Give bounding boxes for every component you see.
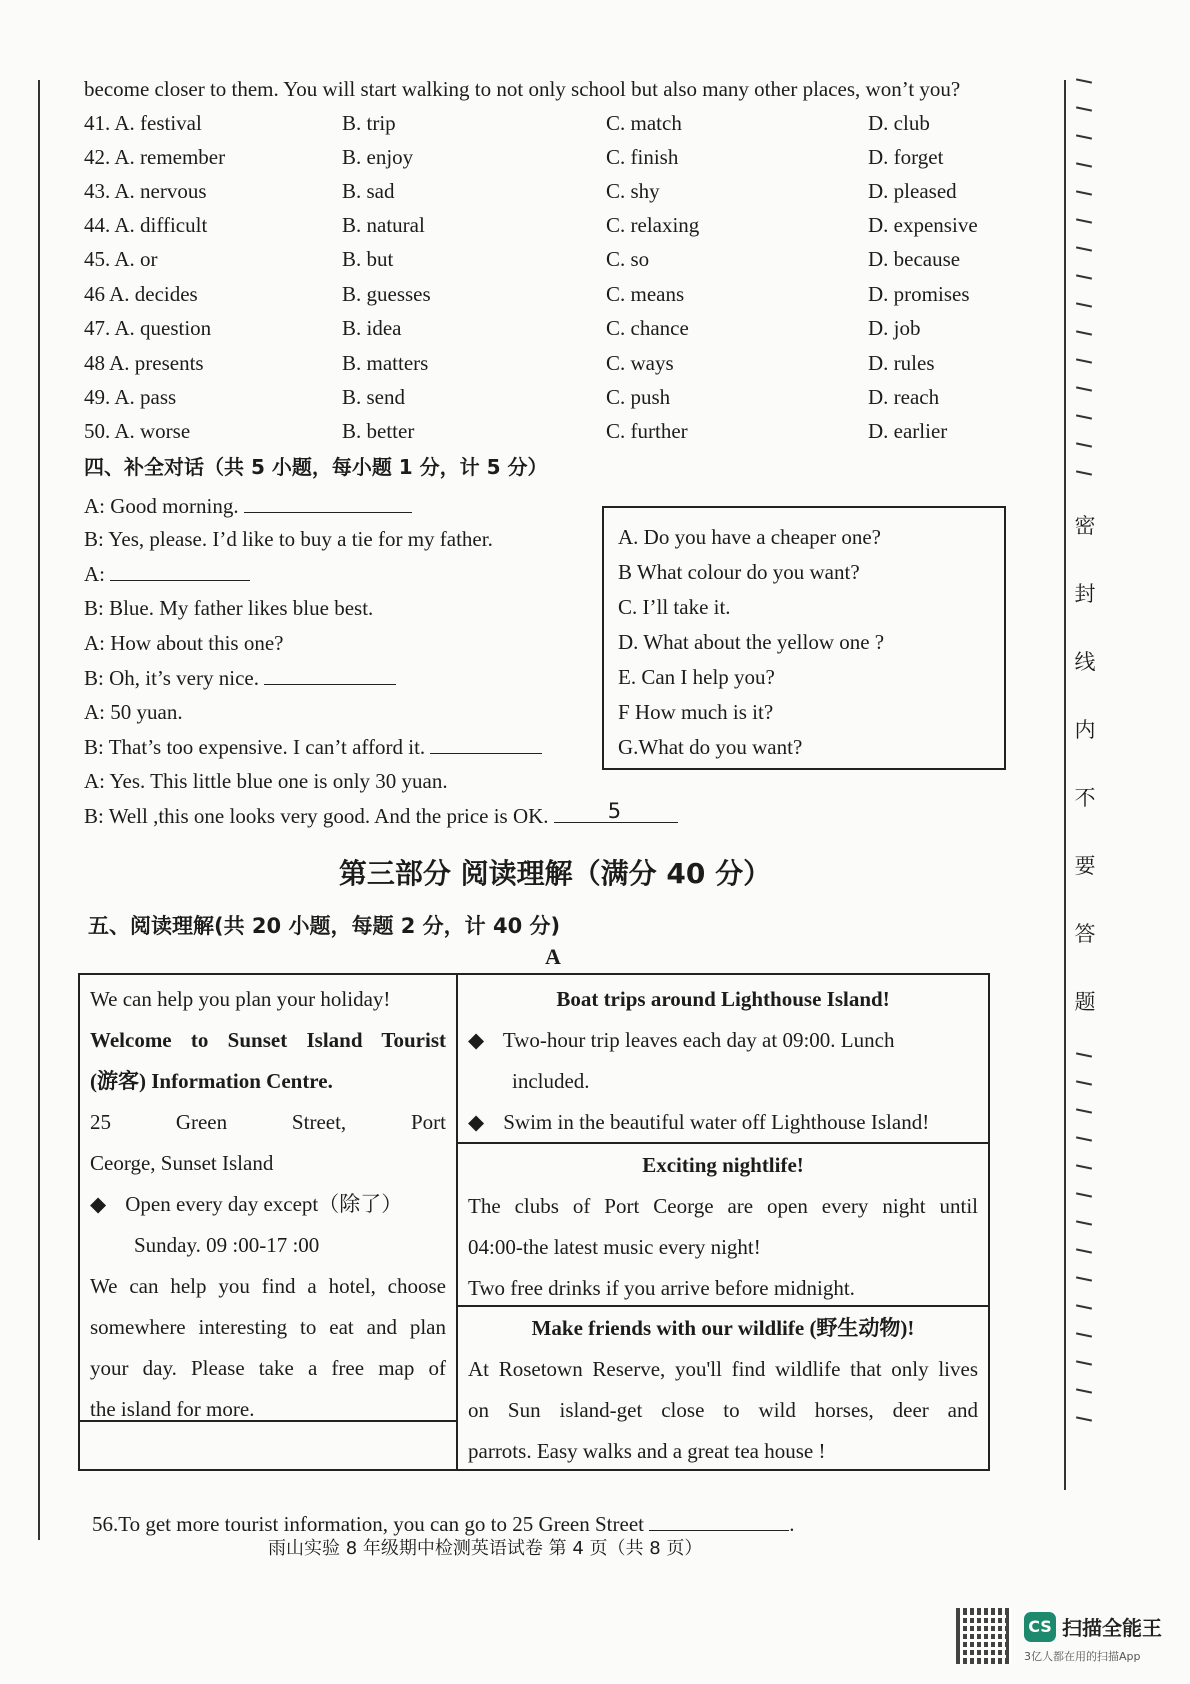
binding-line [1064, 80, 1066, 1490]
blank-1[interactable] [244, 492, 412, 513]
option-d: D. earlier [868, 419, 948, 443]
option-d: D. club [868, 111, 930, 135]
cloze-option-row [84, 176, 984, 210]
option-a: 44. A. difficult [84, 213, 208, 237]
blank-3[interactable] [264, 664, 396, 685]
binding-dash [1076, 190, 1092, 195]
option-a: 49. A. pass [84, 385, 177, 409]
left-line-10: your day. Please take a free map of [90, 1356, 446, 1380]
binding-dash [1076, 442, 1092, 447]
binding-dash [1076, 218, 1092, 223]
dialogue-line-7: A: 50 yuan. [84, 700, 183, 724]
wild-title: Make friends with our wildlife (野生动物)! [531, 1316, 915, 1340]
binding-dash [1076, 162, 1092, 167]
option-c: C. match [606, 111, 682, 135]
scanner-watermark [956, 1608, 1186, 1672]
option-b: B. natural [342, 213, 425, 237]
binding-char: 题 [1074, 990, 1096, 1014]
reading-table [78, 973, 990, 1471]
option-c: C. chance [606, 316, 689, 340]
binding-strip [1070, 80, 1100, 1500]
table-vertical-divider [456, 975, 458, 1469]
blank-4[interactable] [430, 733, 542, 754]
option-b: B. sad [342, 179, 395, 203]
binding-dash [1076, 1220, 1092, 1225]
binding-char: 不 [1074, 786, 1096, 810]
dialogue-options-box [602, 506, 1006, 770]
option-d: D. pleased [868, 179, 957, 203]
cloze-option-row [84, 210, 984, 244]
wild-line-3: parrots. Easy walks and a great tea house ! [468, 1439, 826, 1463]
binding-dash [1076, 470, 1092, 475]
dialogue-line-8: B: That’s too expensive. I can’t afford it. [84, 733, 542, 760]
option-a: 47. A. question [84, 316, 212, 340]
left-margin-line [38, 80, 40, 1540]
binding-dash [1076, 1136, 1092, 1141]
left-line-5: Ceorge, Sunset Island [90, 1151, 274, 1175]
option-a: 45. A. or [84, 247, 158, 271]
binding-dash [1076, 330, 1092, 335]
diamond-bullet-icon: ◆ [468, 1110, 485, 1134]
dialogue-line-5: A: How about this one? [84, 631, 284, 655]
tourist-centre-cell [90, 979, 446, 1430]
section4-title: 四、补全对话（共 5 小题，每小题 1 分，计 5 分） [84, 455, 548, 479]
option-c: C. push [606, 385, 671, 409]
left-line-4: 25 Green Street, Port [90, 1110, 446, 1134]
binding-char: 内 [1074, 718, 1096, 742]
binding-char: 要 [1074, 854, 1096, 878]
option-a: 41. A. festival [84, 111, 202, 135]
option-b: B. better [342, 419, 415, 443]
cloze-option-row [84, 108, 984, 142]
dialogue-line-9: A: Yes. This little blue one is only 30 yuan. [84, 769, 448, 793]
option-c: C. further [606, 419, 688, 443]
night-line-2: 04:00-the latest music every night! [468, 1235, 761, 1259]
binding-dash [1076, 1052, 1092, 1057]
option-d: D. reach [868, 385, 940, 409]
option-b: B. but [342, 247, 394, 271]
option-c: C. ways [606, 351, 674, 375]
dialogue-line-2: B: Yes, please. I’d like to buy a tie for my father. [84, 527, 493, 551]
part3-title: 第三部分 阅读理解（满分 40 分） [338, 857, 772, 890]
option-d: D. forget [868, 145, 944, 169]
nightlife-cell [468, 1145, 978, 1309]
option-b: B What colour do you want? [618, 560, 860, 584]
binding-dash [1076, 134, 1092, 139]
left-line-9: somewhere interesting to eat and plan [90, 1315, 446, 1339]
binding-dash [1076, 246, 1092, 251]
answer-blank-56[interactable] [649, 1510, 789, 1531]
option-b: B. send [342, 385, 405, 409]
dialogue-line-6: B: Oh, it’s very nice. [84, 664, 396, 691]
binding-dash [1076, 274, 1092, 279]
option-b: B. guesses [342, 282, 431, 306]
page-footer: 雨山实验 8 年级期中检测英语试卷 第 4 页（共 8 页） [268, 1538, 703, 1559]
cloze-option-row [84, 313, 984, 347]
binding-dash [1076, 358, 1092, 363]
dialogue-line-1: A: Good morning. [84, 492, 412, 519]
option-c: C. relaxing [606, 213, 700, 237]
binding-dash [1076, 106, 1092, 111]
option-d: D. expensive [868, 213, 978, 237]
binding-dash [1076, 1332, 1092, 1337]
section5-title: 五、阅读理解(共 20 小题，每题 2 分，计 40 分) [88, 914, 561, 938]
binding-char: 线 [1074, 650, 1096, 674]
boat-title: Boat trips around Lighthouse Island! [556, 987, 890, 1011]
binding-dash [1076, 386, 1092, 391]
binding-dash [1076, 1304, 1092, 1309]
option-b: B. matters [342, 351, 429, 375]
option-a: A. Do you have a cheaper one? [618, 525, 881, 549]
wild-line-2: on Sun island-get close to wild horses, deer and [468, 1398, 978, 1422]
question-56: 56.To get more tourist information, you can go to 25 Green Street . [92, 1512, 795, 1536]
left-line-7: Sunday. 09 :00-17 :00 [134, 1233, 320, 1257]
option-c: C. finish [606, 145, 679, 169]
binding-dash [1076, 1276, 1092, 1281]
boat-line-3: ◆ Swim in the beautiful water off Lighthouse Island! [468, 1102, 978, 1143]
dialogue-line-3: A: [84, 560, 250, 587]
left-line-3: (游客) Information Centre. [90, 1069, 333, 1093]
option-d: D. job [868, 316, 921, 340]
cloze-option-row [84, 244, 984, 278]
binding-dash [1076, 1388, 1092, 1393]
binding-dash [1076, 1080, 1092, 1085]
boat-line-1: ◆ Two-hour trip leaves each day at 09:00. Lunch [468, 1020, 978, 1061]
camscanner-tagline: 3亿人都在用的扫描App [1024, 1650, 1141, 1663]
option-c: C. means [606, 282, 685, 306]
intro-line: become closer to them. You will start walking to not only school but also many other places, won’t you? [84, 77, 961, 101]
option-c: C. shy [606, 179, 660, 203]
binding-dash [1076, 78, 1092, 83]
binding-dash [1076, 1360, 1092, 1365]
option-d: D. What about the yellow one ? [618, 630, 885, 654]
cloze-option-row [84, 348, 984, 382]
camscanner-logo: CS [1024, 1612, 1056, 1642]
qr-code-icon [956, 1608, 1012, 1664]
camscanner-name: 扫描全能王 [1062, 1616, 1162, 1640]
option-d: D. promises [868, 282, 970, 306]
left-line-2: Welcome to Sunset Island Tourist [90, 1028, 446, 1052]
cloze-option-row [84, 382, 984, 416]
binding-char: 密 [1074, 514, 1096, 538]
option-e: E. Can I help you? [618, 665, 775, 689]
option-b: B. trip [342, 111, 396, 135]
passage-letter: A [545, 944, 561, 969]
wild-line-1: At Rosetown Reserve, you'll find wildlife that only lives [468, 1357, 978, 1381]
option-c: C. I’ll take it. [618, 595, 731, 619]
blank-2[interactable] [110, 560, 250, 581]
option-a: 48 A. presents [84, 351, 204, 375]
cloze-option-row [84, 142, 984, 176]
blank-5[interactable]: 5 [554, 802, 678, 823]
binding-dash [1076, 1164, 1092, 1169]
wildlife-cell [468, 1308, 978, 1472]
boat-line-2: included. [512, 1069, 590, 1093]
cloze-option-row [84, 279, 984, 313]
night-title: Exciting nightlife! [642, 1153, 804, 1177]
dialogue-line-10: B: Well ,this one looks very good. And the price is OK. 5 [84, 802, 678, 829]
option-b: B. enjoy [342, 145, 414, 169]
left-line-1: We can help you plan your holiday! [90, 987, 391, 1011]
diamond-bullet-icon: ◆ [468, 1028, 485, 1052]
binding-char: 答 [1074, 922, 1096, 946]
option-f: F How much is it? [618, 700, 774, 724]
option-d: D. because [868, 247, 961, 271]
option-a: 43. A. nervous [84, 179, 207, 203]
left-line-8: We can help you find a hotel, choose [90, 1274, 446, 1298]
left-line-6: ◆ Open every day except（除了） [90, 1184, 446, 1225]
option-a: 50. A. worse [84, 419, 191, 443]
night-line-1: The clubs of Port Ceorge are open every night until [468, 1194, 978, 1218]
left-line-11: the island for more. [90, 1397, 255, 1421]
option-b: B. idea [342, 316, 402, 340]
binding-dash [1076, 1248, 1092, 1253]
option-a: 46 A. decides [84, 282, 198, 306]
binding-dash [1076, 1416, 1092, 1421]
option-c: C. so [606, 247, 650, 271]
dialogue-line-4: B: Blue. My father likes blue best. [84, 596, 374, 620]
cloze-option-row [84, 416, 984, 450]
option-a: 42. A. remember [84, 145, 226, 169]
option-g: G.What do you want? [618, 735, 803, 759]
binding-char: 封 [1074, 582, 1096, 606]
binding-dash [1076, 1108, 1092, 1113]
boat-trips-cell [468, 979, 978, 1143]
binding-dash [1076, 1192, 1092, 1197]
diamond-bullet-icon: ◆ [90, 1192, 107, 1216]
night-line-3: Two free drinks if you arrive before midnight. [468, 1276, 855, 1300]
binding-dash [1076, 302, 1092, 307]
option-d: D. rules [868, 351, 935, 375]
binding-dash [1076, 414, 1092, 419]
